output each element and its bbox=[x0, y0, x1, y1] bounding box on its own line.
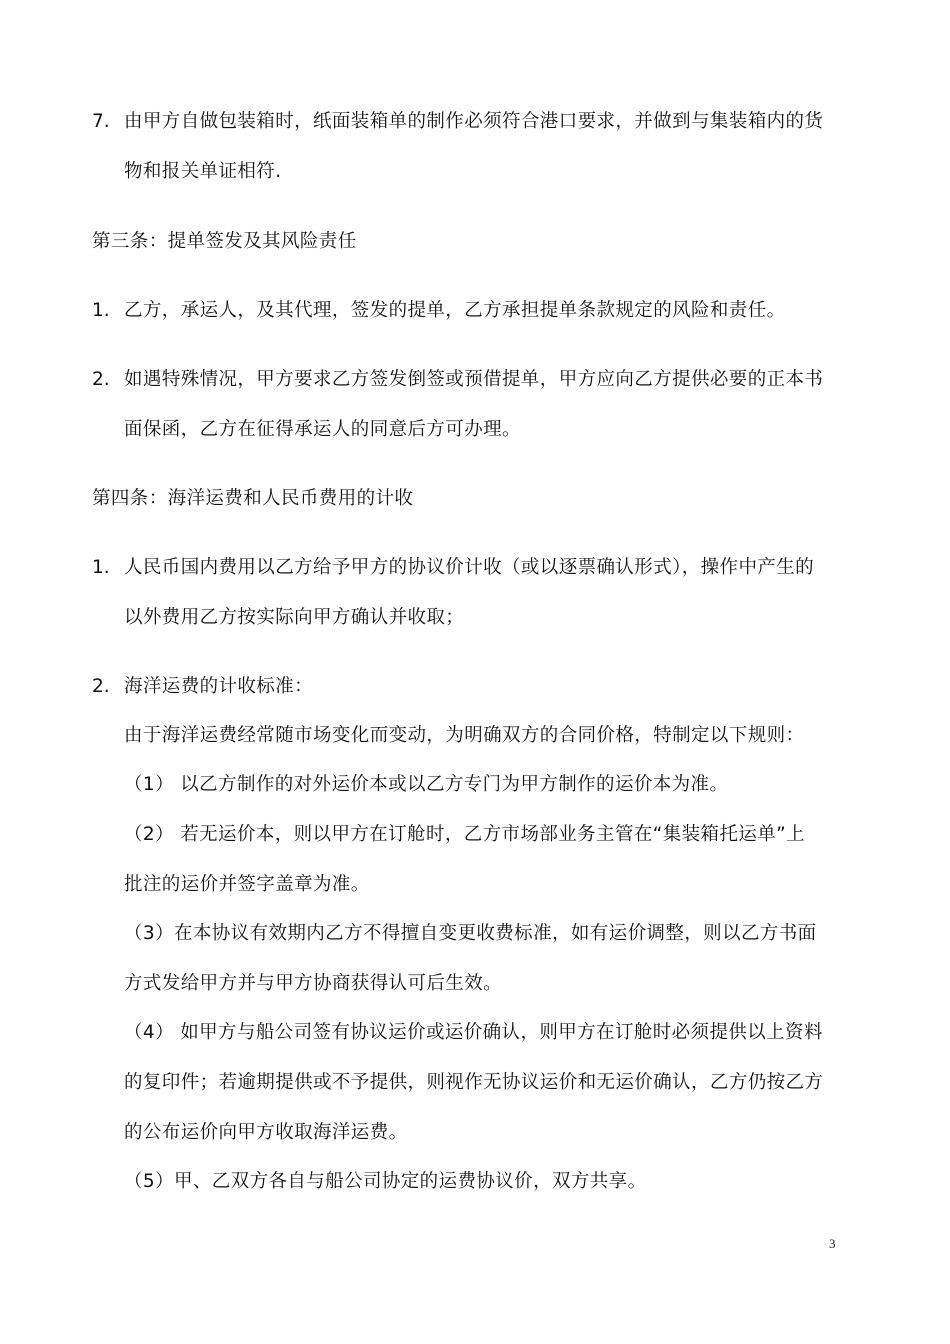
page-number: 3 bbox=[829, 1236, 836, 1251]
article-4-item-2-intro: 由于海洋运费经常随市场变化而变动，为明确双方的合同价格，特制定以下规则： bbox=[124, 725, 805, 746]
article-4-item-2-title: 海洋运费的计收标准： bbox=[124, 676, 314, 697]
article-4-item-1-line-1: 人民币国内费用以乙方给予甲方的协议价计收（或以逐票确认形式），操作中产生的 bbox=[124, 557, 815, 578]
article-3-title: 第三条：提单签发及其风险责任 bbox=[92, 231, 357, 252]
article-3-item-2-line-1: 如遇特殊情况，甲方要求乙方签发倒签或预借提单，甲方应向乙方提供必要的正本书 bbox=[124, 369, 824, 390]
clause-7-number: 7. bbox=[92, 111, 110, 132]
rule-3-line-1: （3）在本协议有效期内乙方不得擅自变更收费标准，如有运价调整，则以乙方书面 bbox=[124, 923, 817, 944]
article-4-title: 第四条：海洋运费和人民币费用的计收 bbox=[92, 488, 414, 509]
rule-5: （5）甲、乙双方各自与船公司协定的运费协议价，双方共享。 bbox=[124, 1171, 647, 1192]
rule-3-line-2: 方式发给甲方并与甲方协商获得认可后生效。 bbox=[124, 973, 503, 994]
article-4-item-1-line-2: 以外费用乙方按实际向甲方确认并收取； bbox=[124, 607, 465, 628]
rule-4-line-1: （4） 如甲方与船公司签有协议运价或运价确认，则甲方在订舱时必须提供以上资料 bbox=[124, 1022, 823, 1043]
rule-4-line-2: 的复印件；若逾期提供或不予提供，则视作无协议运价和无运价确认，乙方仍按乙方 bbox=[124, 1072, 824, 1093]
article-3-item-1-number: 1. bbox=[92, 300, 110, 321]
rule-2-line-2: 批注的运价并签字盖章为准。 bbox=[124, 874, 370, 895]
article-4-item-2-number: 2. bbox=[92, 676, 110, 697]
article-3-item-1-line-1: 乙方，承运人，及其代理，签发的提单，乙方承担提单条款规定的风险和责任。 bbox=[124, 300, 786, 321]
clause-7-line-1: 由甲方自做包装箱时，纸面装箱单的制作必须符合港口要求，并做到与集装箱内的货 bbox=[124, 111, 824, 132]
rule-4-line-3: 的公布运价向甲方收取海洋运费。 bbox=[124, 1122, 408, 1143]
article-4-item-1-number: 1. bbox=[92, 557, 110, 578]
article-3-item-2-number: 2. bbox=[92, 369, 110, 390]
rule-2-line-1: （2） 若无运价本，则以甲方在订舱时，乙方市场部业务主管在“集装箱托运单”上 bbox=[124, 824, 806, 845]
clause-7-line-2: 物和报关单证相符. bbox=[124, 161, 282, 182]
rule-1: （1） 以乙方制作的对外运价本或以乙方专门为甲方制作的运价本为准。 bbox=[124, 774, 729, 795]
article-3-item-2-line-2: 面保函，乙方在征得承运人的同意后方可办理。 bbox=[124, 419, 521, 440]
